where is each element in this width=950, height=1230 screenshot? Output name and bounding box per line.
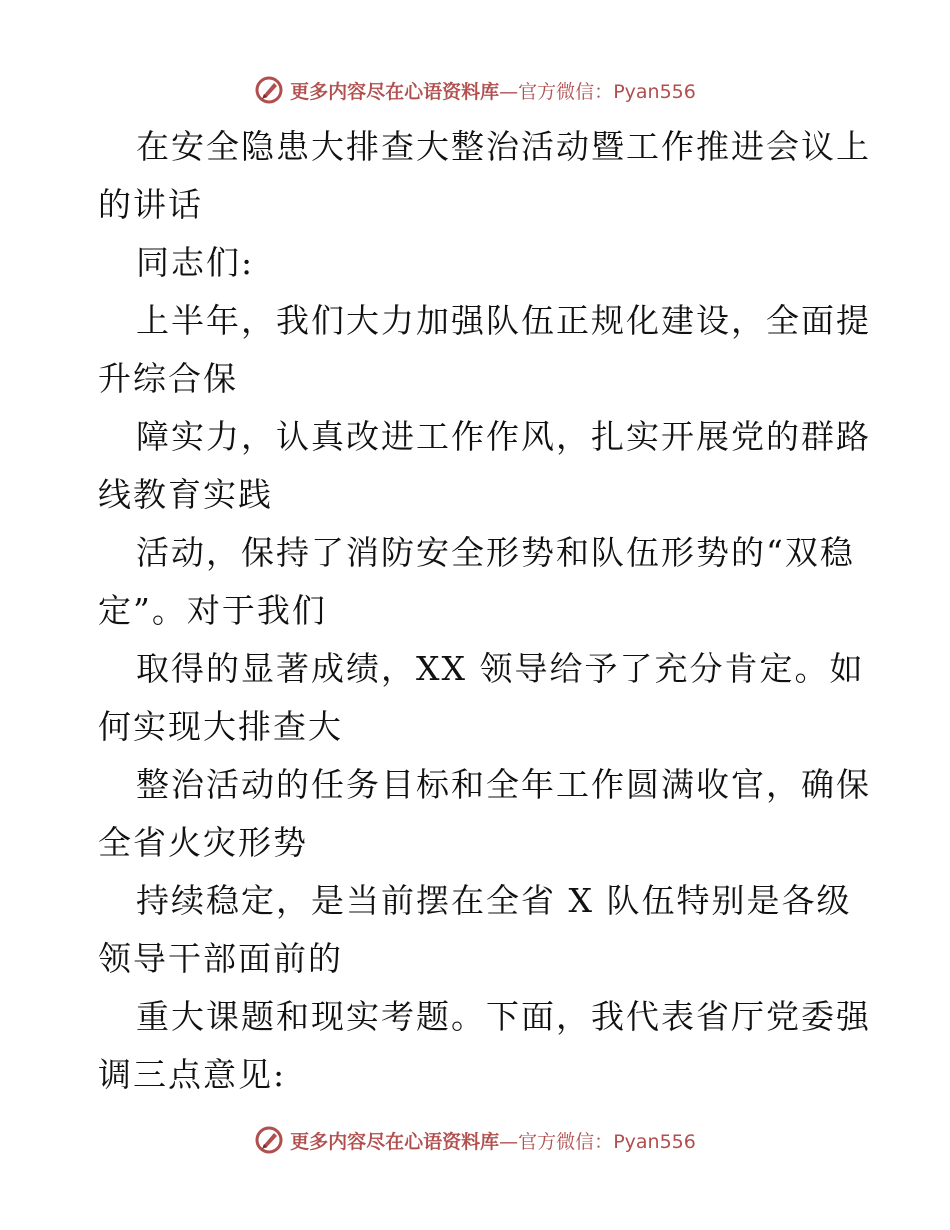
- banner-dash: —: [499, 80, 519, 103]
- text-line: 升综合保: [98, 359, 238, 398]
- banner-site-text: 更多内容尽在心语资料库: [290, 80, 500, 103]
- text-line: 障实力，认真改进工作作风，扎实开展党的群路: [136, 417, 871, 456]
- text-line: 持续稳定，是当前摆在全省 X 队伍特别是各级: [136, 881, 852, 920]
- banner-wechat-id: Pyan556: [613, 80, 696, 103]
- quill-pen-logo-icon: [254, 75, 284, 105]
- text-line: 取得的显著成绩，XX 领导给予了充分肯定。如: [136, 649, 865, 688]
- text-line: 全省火灾形势: [98, 823, 308, 862]
- banner-wechat-id: Pyan556: [613, 1130, 696, 1153]
- header-banner: [0, 70, 950, 110]
- banner-dash: —: [499, 1130, 519, 1153]
- banner-text: [290, 77, 696, 104]
- banner-text: [290, 1127, 696, 1154]
- banner-wechat-label: 官方微信：: [518, 80, 614, 103]
- text-line: 调三点意见:: [98, 1055, 287, 1094]
- text-line: 整治活动的任务目标和全年工作圆满收官，确保: [136, 765, 871, 804]
- banner-site-text: 更多内容尽在心语资料库: [290, 1130, 500, 1153]
- text-line: 定”。对于我们: [98, 591, 327, 630]
- text-line: 在安全隐患大排查大整治活动暨工作推进会议上: [136, 127, 871, 166]
- text-line: 的讲话: [98, 185, 203, 224]
- text-line: 线教育实践: [98, 475, 273, 514]
- document-body: [98, 118, 871, 1104]
- text-line: 上半年，我们大力加强队伍正规化建设，全面提: [136, 301, 871, 340]
- text-line: 何实现大排查大: [98, 707, 343, 746]
- quill-pen-logo-icon: [254, 1125, 284, 1155]
- text-line: 领导干部面前的: [98, 939, 343, 978]
- text-line: 活动，保持了消防安全形势和队伍形势的“双稳: [136, 533, 855, 572]
- text-line: 重大课题和现实考题。下面，我代表省厅党委强: [136, 997, 871, 1036]
- text-line: 同志们:: [136, 243, 255, 282]
- footer-banner: [0, 1120, 950, 1160]
- banner-wechat-label: 官方微信：: [518, 1130, 614, 1153]
